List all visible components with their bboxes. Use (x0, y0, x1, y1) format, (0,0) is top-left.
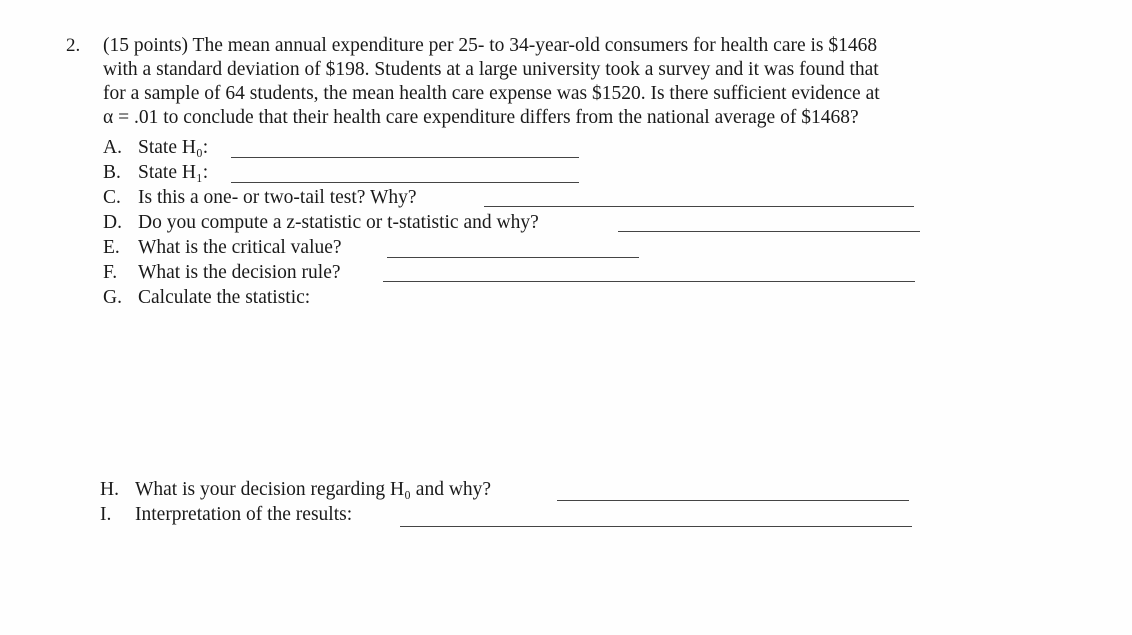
part-letter: F. (103, 262, 118, 283)
part-letter: B. (103, 162, 121, 183)
part-f (103, 260, 943, 285)
question-number: 2. (66, 35, 81, 56)
answer-blank-e[interactable] (387, 257, 639, 258)
part-prompt: What is the critical value? (138, 237, 342, 258)
question-line: (15 points) The mean annual expenditure per 25- to 34-year-old consumers for health care is $1468 (103, 35, 878, 56)
question-parts (103, 135, 943, 310)
answer-blank-a[interactable] (231, 157, 579, 158)
part-prompt: State H₁: (138, 162, 209, 183)
part-e (103, 235, 943, 260)
answer-blank-f[interactable] (383, 281, 915, 282)
part-i (100, 502, 940, 527)
part-prompt: What is the decision rule? (138, 262, 341, 283)
part-letter: E. (103, 237, 120, 258)
part-g (103, 285, 943, 310)
question-line: α = .01 to conclude that their health care expenditure differs from the national average of $1468? (103, 107, 859, 128)
part-prompt: State H₀: (138, 137, 209, 158)
part-letter: D. (103, 212, 122, 233)
part-prompt: What is your decision regarding H₀ and why? (135, 479, 492, 500)
part-prompt: Interpretation of the results: (135, 504, 353, 525)
part-letter: G. (103, 287, 122, 308)
part-letter: C. (103, 187, 121, 208)
answer-blank-i[interactable] (400, 526, 912, 527)
question-line: for a sample of 64 students, the mean health care expense was $1520. Is there sufficient evidence at (103, 83, 880, 104)
part-letter: I. (100, 504, 112, 525)
answer-blank-b[interactable] (231, 182, 579, 183)
part-c (103, 185, 943, 210)
part-letter: A. (103, 137, 122, 158)
part-prompt: Calculate the statistic: (138, 287, 311, 308)
part-prompt: Is this a one- or two-tail test? Why? (138, 187, 417, 208)
question-text (103, 34, 1028, 130)
question-line: with a standard deviation of $198. Students at a large university took a survey and it was found that (103, 59, 879, 80)
answer-blank-c[interactable] (484, 206, 914, 207)
answer-blank-h[interactable] (557, 500, 909, 501)
part-letter: H. (100, 479, 119, 500)
part-a (103, 135, 943, 160)
part-h (100, 477, 940, 502)
part-prompt: Do you compute a z-statistic or t-statistic and why? (138, 212, 539, 233)
answer-blank-d[interactable] (618, 231, 920, 232)
question-parts-late (100, 477, 940, 527)
part-d (103, 210, 943, 235)
part-b (103, 160, 943, 185)
